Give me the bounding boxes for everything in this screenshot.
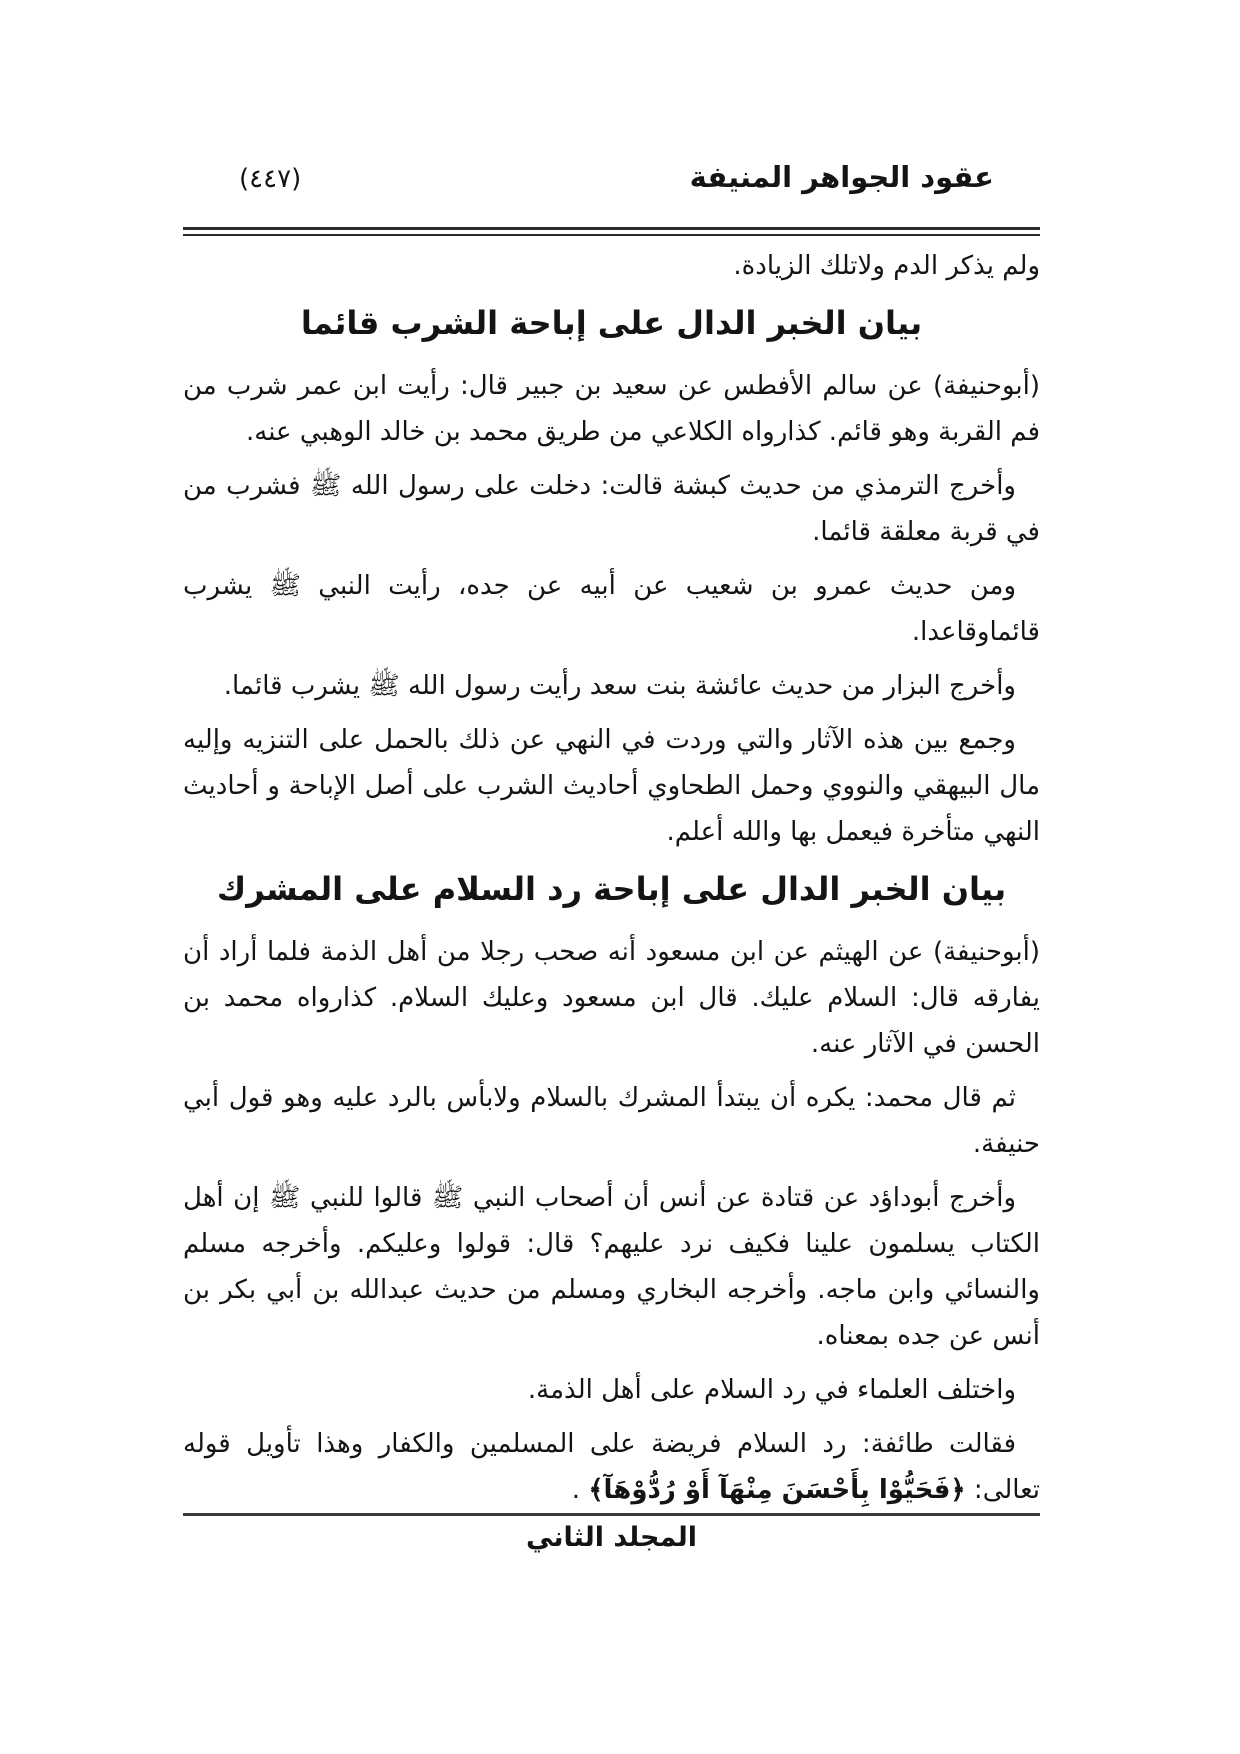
intro-line: ولم يذكر الدم ولاتلك الزيادة. [733,251,1040,281]
volume-label: المجلد الثاني [526,1522,697,1553]
page-body [183,243,1040,1521]
page-footer [183,1522,1040,1553]
paragraph-scholars-disagreement: واختلف العلماء في رد السلام على أهل الذمة. [527,1375,1016,1405]
paragraph-taifa-text: فقالت طائفة: رد السلام فريضة على المسلمين والكفار وهذا تأويل قوله تعالى: [183,1429,1040,1505]
quran-verse: ﴿فَحَيُّوْا بِأَحْسَنَ مِنْهَآ أَوْ رُدُّوْهَآ﴾ [588,1475,966,1505]
header-double-rule [183,227,1040,236]
paragraph-muhammad-opinion: ثم قال محمد: يكره أن يبتدأ المشرك بالسلام ولابأس بالرد عليه وهو قول أبي حنيفة. [183,1083,1040,1159]
page-number: (٤٤٧) [239,164,302,194]
section-heading-drinking-standing: بيان الخبر الدال على إباحة الشرب قائما [300,304,923,342]
paragraph-hadith-ibn-masud: (أبوحنيفة) عن الهيثم عن ابن مسعود أنه صحب رجلا من أهل الذمة فلما أراد أن يفارقه قال: السلام عليك. قال ابن مسعود وعليك السلام. كذارواه محمد بن الحسن في الآثار عنه. [183,937,1040,1059]
book-title: عقود الجواهر المنيفة [689,160,994,194]
paragraph-hadith-kabsha: وأخرج الترمذي من حديث كبشة قالت: دخلت على رسول الله ﷺ فشرب من في قربة معلقة قائما. [183,471,1040,547]
paragraph-reconciliation: وجمع بين هذه الآثار والتي وردت في النهي عن ذلك بالحمل على التنزيه وإليه مال البيهقي والنووي وحمل الطحاوي أحاديث الشرب على أصل الإباحة و أحاديث النهي متأخرة فيعمل بها والله أعلم. [183,725,1040,847]
paragraph-hadith-ibn-umar: (أبوحنيفة) عن سالم الأفطس عن سعيد بن جبير قال: رأيت ابن عمر شرب من فم القربة وهو قائم. كذارواه الكلاعي من طريق محمد بن خالد الوهبي عنه. [183,371,1040,447]
paragraph-hadith-abu-dawud: وأخرج أبوداؤد عن قتادة عن أنس أن أصحاب النبي ﷺ قالوا للنبي ﷺ إن أهل الكتاب يسلمون علينا فكيف نرد عليهم؟ قال: قولوا وعليكم. وأخرجه مسلم والنسائي وابن ماجه. وأخرجه البخاري ومسلم من حديث عبدالله بن أبي بكر بن أنس عن جده بمعناه. [183,1183,1040,1351]
paragraph-taifa-opinion [183,1421,1040,1513]
footer-rule [183,1513,1040,1516]
paragraph-hadith-amr-ibn-shuayb: ومن حديث عمرو بن شعيب عن أبيه عن جده، رأيت النبي ﷺ يشرب قائماوقاعدا. [183,571,1040,647]
section-heading-returning-salam: بيان الخبر الدال على إباحة رد السلام على المشرك [216,870,1007,908]
paragraph-hadith-bazzar: وأخرج البزار من حديث عائشة بنت سعد رأيت رسول الله ﷺ يشرب قائما. [223,671,1016,701]
paragraph-taifa-period: . [571,1475,581,1505]
page-header [183,160,1040,194]
